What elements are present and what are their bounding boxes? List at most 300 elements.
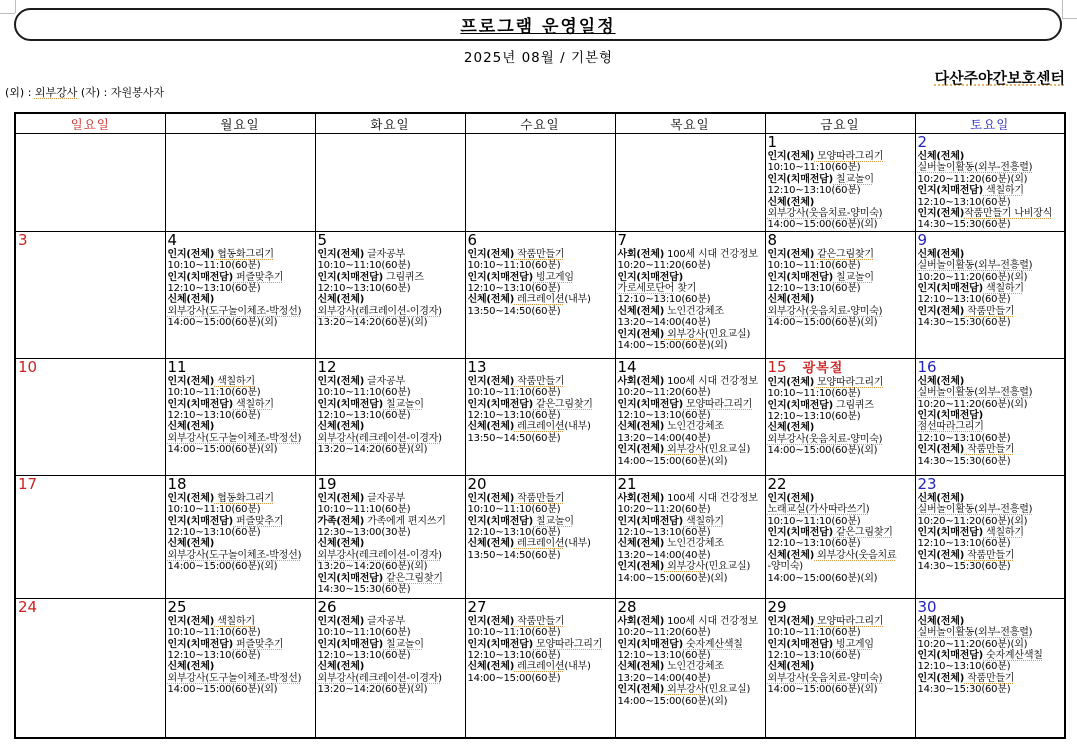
program-line bbox=[468, 616, 614, 627]
program-line bbox=[468, 538, 614, 549]
text-segment: 작품만들기 bbox=[964, 305, 1015, 317]
day-number-text: 9 bbox=[917, 231, 928, 249]
text-segment: 12:10~13:10(60분) bbox=[317, 283, 411, 295]
program-line bbox=[918, 444, 1064, 455]
program-line bbox=[618, 421, 764, 432]
program-line bbox=[618, 260, 764, 271]
text-segment: 신체(전체) bbox=[767, 294, 815, 306]
text-segment: 퍼즐맞추기 bbox=[233, 515, 284, 527]
text-segment: 숫자계산색칠 bbox=[983, 650, 1043, 662]
program-line bbox=[768, 294, 914, 305]
text-segment: 외부강사 bbox=[664, 561, 705, 573]
program-line bbox=[168, 294, 314, 305]
day-cell-15 bbox=[765, 358, 915, 475]
day-number-text: 16 bbox=[917, 358, 937, 376]
text-segment: 10:10~11:10(60분) bbox=[767, 260, 861, 272]
text-segment: 실버놀이활동(외부-전흥렬) bbox=[917, 162, 1033, 174]
day-cell-empty bbox=[615, 134, 765, 232]
text-segment: 인지(치매전담) bbox=[767, 271, 834, 283]
text-segment: 색칠하기 bbox=[983, 185, 1024, 197]
day-number bbox=[918, 134, 1064, 151]
text-segment: 인지(치매전담) bbox=[617, 515, 684, 527]
text-segment: 12:10~13:10(60분) bbox=[767, 411, 861, 423]
day-number bbox=[768, 476, 914, 493]
program-line bbox=[768, 219, 914, 230]
program-line bbox=[918, 387, 1064, 398]
program-line bbox=[918, 550, 1064, 561]
text-segment: (내부) bbox=[564, 661, 591, 673]
program-line bbox=[168, 561, 314, 572]
text-segment: 모양따라그리기 bbox=[814, 151, 884, 162]
text-segment: 10:10~11:10(60분) bbox=[167, 260, 261, 272]
text-segment: 인지(치매전담) bbox=[617, 398, 684, 410]
program-line bbox=[318, 516, 464, 527]
program-line bbox=[618, 627, 764, 638]
program-line bbox=[618, 410, 764, 421]
text-segment: 14:00~15:00(60분)(외) bbox=[167, 561, 278, 573]
program-line bbox=[318, 410, 464, 421]
text-segment: 인지(치매전담) bbox=[467, 398, 534, 410]
program-line bbox=[168, 399, 314, 410]
calendar-table bbox=[14, 112, 1066, 739]
program-line bbox=[168, 272, 314, 283]
text-segment: 외부강사(레크레이션-이경자) bbox=[317, 305, 442, 317]
text-segment: 모양따라그리기 bbox=[683, 398, 753, 410]
text-segment: 10:10~11:10(60분) bbox=[317, 260, 411, 272]
text-segment: 인지(치매전담) bbox=[917, 410, 984, 422]
text-segment: 협동화그리기 bbox=[214, 248, 274, 260]
text-segment: 12:10~13:10(60분) bbox=[467, 283, 561, 295]
text-segment: 글자공부 bbox=[364, 615, 405, 627]
text-segment: 10:10~11:10(60분) bbox=[317, 627, 411, 639]
week-row-3 bbox=[15, 358, 1065, 475]
text-segment: 색칠하기 bbox=[983, 527, 1024, 539]
day-number-text: 12 bbox=[317, 358, 337, 376]
day-number bbox=[318, 359, 464, 376]
text-segment: 색칠하기 bbox=[214, 375, 255, 387]
program-line bbox=[768, 538, 914, 549]
text-segment: -양미숙) bbox=[767, 561, 803, 573]
text-segment: 글자공부 bbox=[364, 375, 405, 387]
text-segment: 다산주야간보호센터 bbox=[934, 69, 1065, 87]
program-line bbox=[918, 561, 1064, 572]
day-number bbox=[468, 359, 614, 376]
program-line bbox=[168, 550, 314, 561]
calendar-body bbox=[15, 134, 1065, 739]
program-line bbox=[618, 573, 764, 584]
text-segment: 외부강사 bbox=[664, 684, 705, 696]
program-line bbox=[768, 684, 914, 695]
program-line bbox=[618, 493, 764, 504]
text-segment: 작품만들기 bbox=[514, 615, 565, 627]
day-cell-27 bbox=[465, 598, 615, 738]
text-segment: 그림퀴즈 bbox=[833, 399, 874, 411]
text-segment: 인지(치매전담) bbox=[917, 185, 984, 197]
day-number bbox=[18, 599, 164, 616]
day-number bbox=[468, 476, 614, 493]
text-segment: (외) : bbox=[5, 86, 35, 99]
text-segment: 12:10~13:10(60분) bbox=[317, 650, 411, 662]
text-segment: 가족에게 편지쓰기 bbox=[364, 515, 446, 527]
program-line bbox=[318, 550, 464, 561]
day-number-text: 15 bbox=[767, 358, 787, 376]
text-segment: 인지(전체) bbox=[167, 492, 215, 504]
text-segment: 사회(전체) bbox=[617, 375, 665, 387]
text-segment: 12:10~13:10(60분) bbox=[467, 650, 561, 662]
program-line bbox=[318, 399, 464, 410]
text-segment: 인지(치매전담) bbox=[167, 398, 234, 410]
day-number-text: 1 bbox=[767, 133, 778, 151]
day-number bbox=[18, 232, 164, 249]
program-line bbox=[918, 684, 1064, 695]
text-segment: 14:30~15:30(60분) bbox=[917, 455, 1011, 467]
program-line bbox=[318, 584, 464, 595]
text-segment: 10:20~11:20(60분)(외) bbox=[917, 515, 1028, 527]
text-segment: 인지(치매전담) bbox=[917, 650, 984, 662]
text-segment: 인지(전체) bbox=[317, 492, 365, 504]
text-segment: 13:20~14:00(40분) bbox=[617, 672, 711, 684]
day-cell-26 bbox=[315, 598, 465, 738]
day-cell-18 bbox=[165, 475, 315, 598]
page-boundary-mark bbox=[1062, 0, 1063, 18]
text-segment: 10:10~11:10(60분) bbox=[317, 387, 411, 399]
program-line bbox=[618, 249, 764, 260]
program-line bbox=[168, 538, 314, 549]
text-segment: 10:10~11:10(60분) bbox=[167, 504, 261, 516]
text-segment: 13:20~14:20(60분)(외) bbox=[317, 684, 428, 696]
text-segment: 12:10~13:10(60분) bbox=[767, 283, 861, 295]
text-segment: 14:30~15:30(60분) bbox=[917, 684, 1011, 696]
program-line bbox=[768, 174, 914, 185]
program-line bbox=[468, 376, 614, 387]
program-line bbox=[318, 639, 464, 650]
week-row-2 bbox=[15, 231, 1065, 358]
program-line bbox=[918, 151, 1064, 162]
program-line bbox=[468, 421, 614, 432]
day-number bbox=[18, 359, 164, 376]
text-segment: 인지(치매전담) bbox=[767, 638, 834, 650]
program-line bbox=[918, 456, 1064, 467]
program-line bbox=[618, 387, 764, 398]
text-segment: 인지(전체) bbox=[317, 248, 365, 260]
program-line bbox=[918, 527, 1064, 538]
text-segment: 12:10~13:10(60분) bbox=[467, 410, 561, 422]
text-segment: 신체(전체) bbox=[917, 375, 965, 387]
text-segment: 사회(전체) bbox=[617, 615, 665, 627]
text-segment: 14:00~15:00(60분)(외) bbox=[617, 695, 728, 707]
text-segment: 인지(치매전담) bbox=[317, 271, 384, 283]
text-segment: 10:20~11:20(60분) bbox=[617, 504, 711, 516]
program-line bbox=[918, 249, 1064, 260]
program-line bbox=[168, 616, 314, 627]
program-line bbox=[618, 650, 764, 661]
program-line bbox=[168, 317, 314, 328]
program-line bbox=[468, 516, 614, 527]
program-line bbox=[468, 306, 614, 317]
text-segment: 신체(전체) bbox=[167, 294, 215, 306]
text-segment: 같은그림찾기 bbox=[814, 248, 874, 260]
program-line bbox=[468, 673, 614, 684]
text-segment: 작품만들기 bbox=[964, 444, 1015, 456]
text-segment: 10:20~11:20(60분) bbox=[617, 387, 711, 399]
text-segment: 12:10~13:10(60분) bbox=[917, 432, 1011, 444]
text-segment: 인지(전체) bbox=[467, 615, 515, 627]
text-segment: 12:10~13:10(60분) bbox=[917, 538, 1011, 550]
text-segment: 인지(치매전담) bbox=[767, 527, 834, 539]
program-line bbox=[768, 550, 914, 561]
text-segment: 글자공부 bbox=[364, 248, 405, 260]
program-line bbox=[768, 151, 914, 162]
program-line bbox=[918, 504, 1064, 515]
day-number-text: 20 bbox=[467, 475, 487, 493]
program-line bbox=[318, 684, 464, 695]
text-segment: 칠교놀이 bbox=[383, 638, 424, 650]
text-segment: 10:10~11:10(60분) bbox=[167, 387, 261, 399]
program-line bbox=[918, 616, 1064, 627]
text-segment: 점선따라그리기 bbox=[917, 421, 984, 433]
program-line bbox=[168, 444, 314, 455]
text-segment: 인지(전체) bbox=[917, 444, 965, 456]
text-segment: 인지(치매전담) bbox=[617, 638, 684, 650]
day-cell-11 bbox=[165, 358, 315, 475]
day-cell-16 bbox=[915, 358, 1065, 475]
day-cell-24 bbox=[15, 598, 165, 738]
text-segment: 12:10~13:10(60분) bbox=[767, 650, 861, 662]
text-segment: 14:30~15:30(60분) bbox=[917, 561, 1011, 573]
program-line bbox=[768, 434, 914, 445]
text-segment: 외부강사(웃음치료-양미숙) bbox=[767, 305, 883, 317]
text-segment: 같은그림찾기 bbox=[833, 527, 893, 539]
text-segment: 레크레이션 bbox=[514, 661, 565, 673]
text-segment: 작품만들기 bbox=[514, 248, 565, 260]
program-line bbox=[768, 272, 914, 283]
program-line bbox=[618, 272, 764, 283]
program-line bbox=[768, 573, 914, 584]
program-line bbox=[918, 294, 1064, 305]
text-segment: 레크레이션 bbox=[514, 421, 565, 433]
week-row-5 bbox=[15, 598, 1065, 738]
day-number bbox=[918, 232, 1064, 249]
week-row-1 bbox=[15, 134, 1065, 232]
program-line bbox=[918, 538, 1064, 549]
day-number bbox=[168, 232, 314, 249]
program-line bbox=[618, 673, 764, 684]
text-segment: 신체(전체) bbox=[917, 492, 965, 504]
program-line bbox=[918, 627, 1064, 638]
program-line bbox=[168, 249, 314, 260]
day-cell-23 bbox=[915, 475, 1065, 598]
program-line bbox=[318, 272, 464, 283]
text-segment: 색칠하기 bbox=[683, 515, 724, 527]
text-segment: 글자공부 bbox=[364, 492, 405, 504]
day-cell-empty bbox=[465, 134, 615, 232]
day-number-text: 19 bbox=[317, 475, 337, 493]
program-line bbox=[768, 516, 914, 527]
text-segment: 12:10~13:10(60분) bbox=[167, 283, 261, 295]
program-line bbox=[318, 317, 464, 328]
program-line bbox=[318, 249, 464, 260]
holiday-label: 광복절 bbox=[802, 360, 844, 376]
program-line bbox=[168, 627, 314, 638]
text-segment: 신체(전체) bbox=[467, 661, 515, 673]
program-line bbox=[468, 504, 614, 515]
text-segment: 실버놀이활동(외부-전흥렬) bbox=[917, 387, 1033, 399]
day-number-text: 2 bbox=[917, 133, 928, 151]
text-segment: 14:00~15:00(60분)(외) bbox=[767, 572, 878, 584]
text-segment: 14:30~15:30(60분) bbox=[917, 317, 1011, 329]
program-line bbox=[768, 422, 914, 433]
text-segment: 인지(치매전담) bbox=[467, 515, 534, 527]
text-segment: 14:00~15:00(60분) bbox=[467, 672, 561, 684]
program-line bbox=[318, 444, 464, 455]
text-segment: 10:20~11:20(60분)(외) bbox=[917, 398, 1028, 410]
program-line bbox=[918, 317, 1064, 328]
day-number-text: 22 bbox=[767, 475, 787, 493]
text-segment: 10:20~11:20(60분)(외) bbox=[917, 271, 1028, 283]
legend-note bbox=[5, 84, 164, 100]
text-segment: 작품만들기 bbox=[964, 549, 1015, 561]
text-segment: 인지(전체) bbox=[617, 561, 665, 573]
text-segment: 외부강사(레크레이션-이경자) bbox=[317, 672, 442, 684]
day-number bbox=[618, 476, 764, 493]
program-line bbox=[318, 650, 464, 661]
text-segment: 인지(치매전담) bbox=[767, 173, 834, 185]
day-number-text: 8 bbox=[767, 231, 778, 249]
text-segment: 색칠하기 bbox=[214, 615, 255, 627]
text-segment: 퍼즐맞추기 bbox=[233, 638, 284, 650]
text-segment: 신체(전체) bbox=[167, 538, 215, 550]
program-line bbox=[768, 197, 914, 208]
text-segment: 인지(전체) bbox=[767, 376, 815, 388]
text-segment: 신체(전체) bbox=[917, 615, 965, 627]
program-line bbox=[618, 329, 764, 340]
program-line bbox=[318, 673, 464, 684]
program-line bbox=[318, 283, 464, 294]
text-segment: 100세 시대 건강정보 bbox=[664, 492, 758, 504]
day-cell-empty bbox=[15, 134, 165, 232]
program-line bbox=[318, 538, 464, 549]
text-segment: 인지(전체) bbox=[467, 375, 515, 387]
program-line bbox=[768, 504, 914, 515]
program-line bbox=[618, 399, 764, 410]
day-number-text: 25 bbox=[167, 598, 187, 616]
text-segment: 10:20~11:20(60분)(외) bbox=[917, 173, 1028, 185]
text-segment: (민요교실) bbox=[704, 328, 751, 340]
program-line bbox=[468, 661, 614, 672]
program-line bbox=[468, 410, 614, 421]
program-line bbox=[768, 493, 914, 504]
program-line bbox=[468, 639, 614, 650]
text-segment: 인지(전체) bbox=[767, 615, 815, 627]
text-segment: 레크레이션 bbox=[514, 294, 565, 306]
program-line bbox=[318, 260, 464, 271]
text-segment: 인지(치매전담) bbox=[317, 638, 384, 650]
day-number-text: 24 bbox=[18, 598, 38, 616]
program-line bbox=[918, 433, 1064, 444]
text-segment: 신체(전체) bbox=[317, 538, 365, 550]
day-number-text: 30 bbox=[917, 598, 937, 616]
text-segment: 인지(치매전담) bbox=[917, 283, 984, 295]
text-segment: 가로세로단어 bbox=[617, 283, 675, 295]
program-line bbox=[468, 550, 614, 561]
program-line bbox=[468, 260, 614, 271]
day-number bbox=[768, 232, 914, 249]
text-segment: 노인건강체조 bbox=[664, 661, 724, 673]
text-segment: 12:10~13:10(60분) bbox=[917, 294, 1011, 306]
text-segment: 협동화그리기 bbox=[214, 492, 274, 504]
text-segment: 10:10~11:10(60분) bbox=[467, 627, 561, 639]
text-segment: 사회(전체) bbox=[617, 248, 665, 260]
program-line bbox=[618, 538, 764, 549]
program-line bbox=[618, 527, 764, 538]
day-cell-29 bbox=[765, 598, 915, 738]
text-segment: 외부강사(웃음치료-양미숙) bbox=[767, 672, 883, 684]
text-segment: 인지(치매전담) bbox=[617, 271, 684, 283]
text-segment: 실버놀이활동(외부-전흥렬) bbox=[917, 260, 1033, 272]
program-line bbox=[768, 283, 914, 294]
text-segment: (민요교실) bbox=[704, 444, 751, 456]
text-segment: 작품만들기 bbox=[514, 375, 565, 387]
text-segment: 12:30~13:00(30분) bbox=[317, 527, 411, 539]
text-segment: 인지(전체) bbox=[767, 492, 815, 504]
day-header-수요일: 수요일 bbox=[465, 113, 615, 134]
program-line bbox=[168, 661, 314, 672]
text-segment: 신체(전체) bbox=[167, 421, 215, 433]
text-segment: 인지(전체) bbox=[467, 492, 515, 504]
program-line bbox=[618, 456, 764, 467]
program-line bbox=[618, 561, 764, 572]
text-segment: 인지(치매전담) bbox=[467, 271, 534, 283]
text-segment: 신체(전체) bbox=[617, 305, 665, 317]
program-line bbox=[918, 639, 1064, 650]
text-segment: 13:50~14:50(60분) bbox=[467, 549, 561, 561]
text-segment: 14:00~15:00(60분)(외) bbox=[167, 444, 278, 456]
program-line bbox=[318, 527, 464, 538]
program-line bbox=[768, 673, 914, 684]
text-segment: (내부) bbox=[564, 538, 591, 550]
program-line bbox=[768, 208, 914, 219]
text-segment: (자) : 자원봉사자 bbox=[77, 86, 164, 99]
text-segment: 14:00~15:00(60분)(외) bbox=[767, 684, 878, 696]
day-number bbox=[618, 232, 764, 249]
day-number-text: 18 bbox=[167, 475, 187, 493]
program-line bbox=[618, 306, 764, 317]
day-cell-empty bbox=[315, 134, 465, 232]
calendar-head bbox=[15, 113, 1065, 134]
day-number bbox=[918, 359, 1064, 376]
text-segment: 인지(치매전담) bbox=[917, 527, 984, 539]
program-line bbox=[918, 219, 1064, 230]
day-cell-22 bbox=[765, 475, 915, 598]
program-line bbox=[468, 627, 614, 638]
program-line bbox=[618, 433, 764, 444]
text-segment: 인지(치매전담) bbox=[167, 271, 234, 283]
text-segment: 신체(전체) bbox=[767, 422, 815, 434]
text-segment: 가족(전체) bbox=[317, 515, 365, 527]
text-segment: 레크레이션 bbox=[514, 538, 565, 550]
program-line bbox=[768, 185, 914, 196]
text-segment: 12:10~13:10(60분) bbox=[617, 410, 711, 422]
text-segment: 외부강사(도구놀이체조-박정선) bbox=[167, 549, 302, 561]
text-segment: 색칠하기 bbox=[983, 283, 1024, 295]
text-segment: 모양따라그리기 bbox=[533, 638, 603, 650]
day-number bbox=[918, 476, 1064, 493]
text-segment: 노인건강체조 bbox=[664, 305, 724, 317]
program-line bbox=[168, 493, 314, 504]
program-line bbox=[918, 306, 1064, 317]
text-segment: 100세 시대 건강정보 bbox=[664, 375, 758, 387]
program-line bbox=[168, 673, 314, 684]
